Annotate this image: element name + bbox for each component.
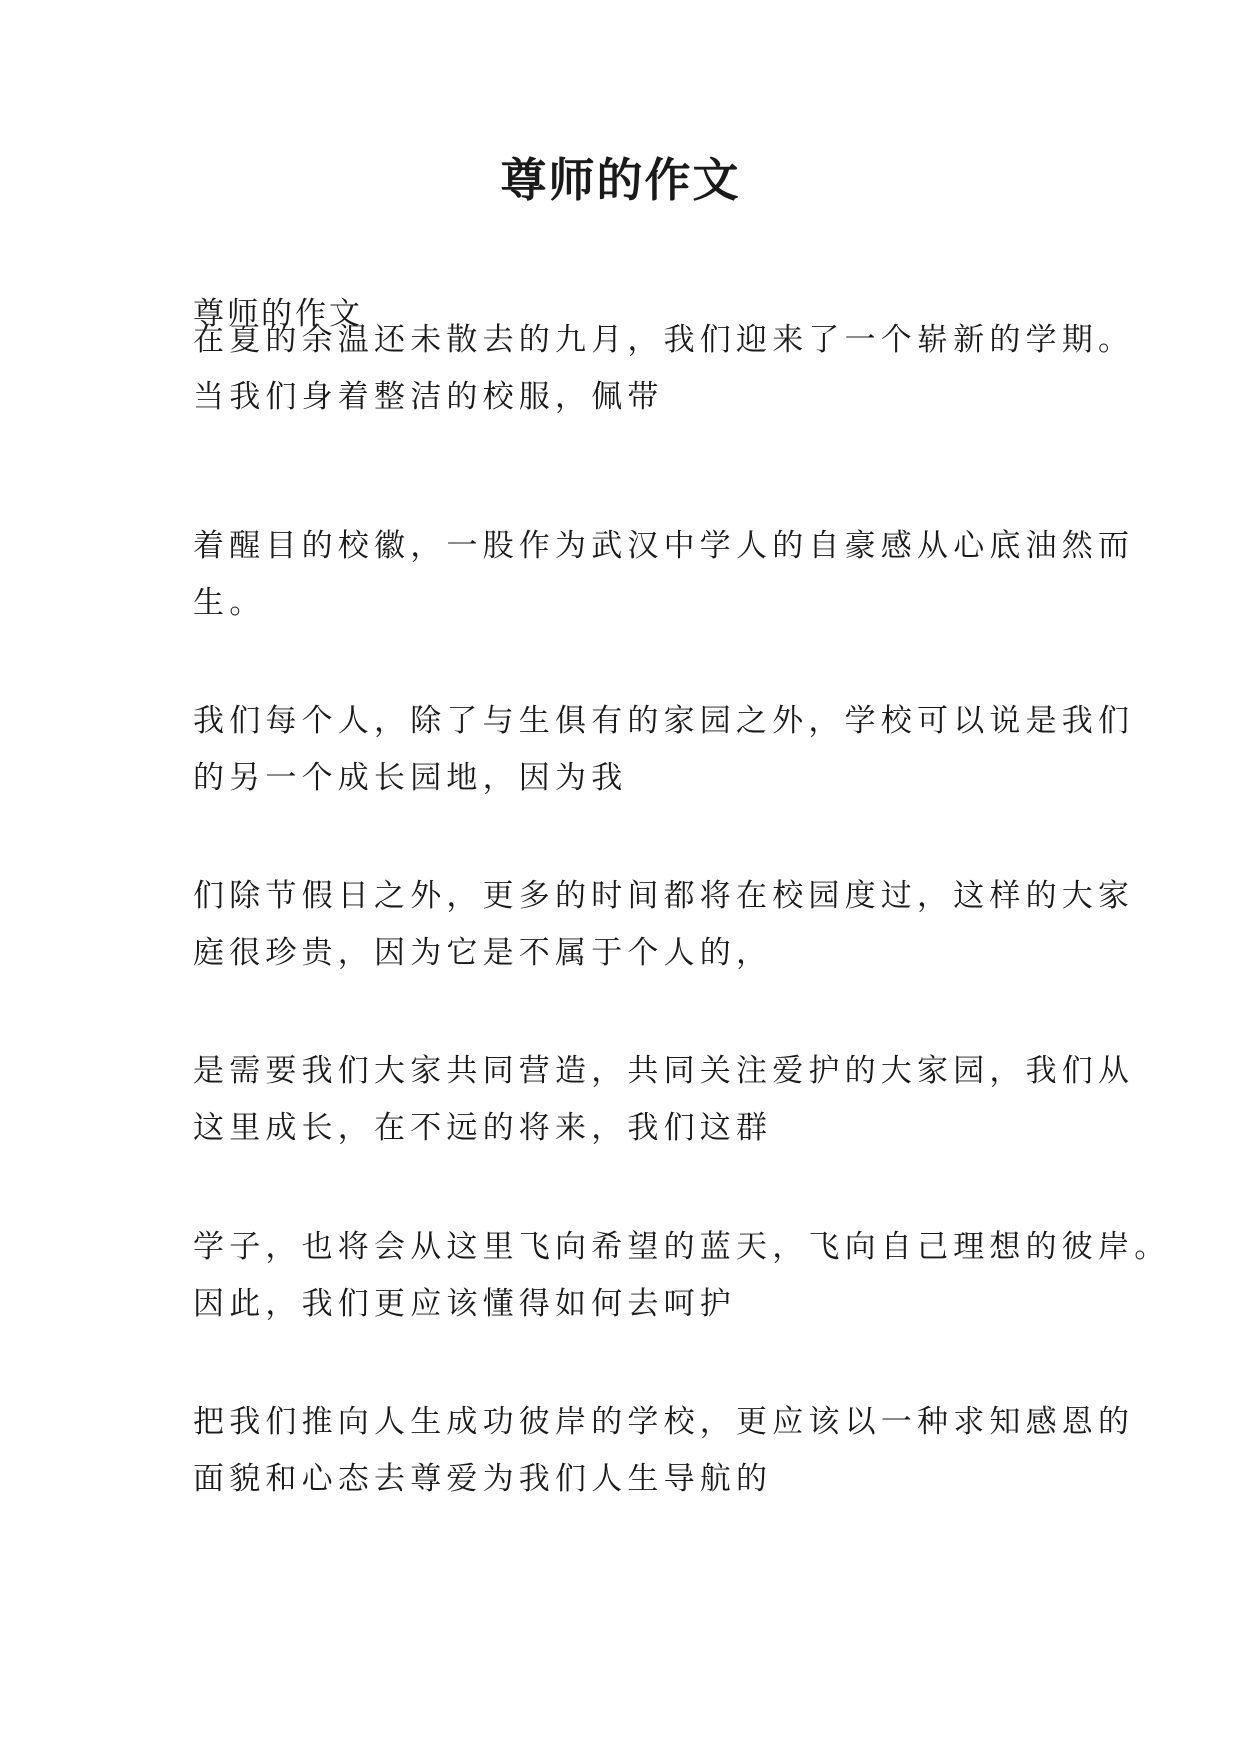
paragraph-6 — [193, 1219, 1171, 1333]
document-title: 尊师的作文 — [500, 153, 741, 207]
paragraph-line: 因此，我们更应该懂得如何去呵护 — [193, 1286, 736, 1322]
paragraph-line: 们除节假日之外，更多的时间都将在校园度过，这样的大家 — [193, 878, 1135, 914]
paragraph-line: 当我们身着整洁的校服，佩带 — [193, 379, 664, 415]
paragraph-2 — [193, 518, 1135, 632]
paragraph-1 — [193, 312, 1135, 426]
paragraph-4 — [193, 868, 1135, 982]
paragraph-3 — [193, 693, 1135, 807]
paragraph-line: 生。 — [193, 585, 266, 621]
paragraph-line: 这里成长，在不远的将来，我们这群 — [193, 1110, 773, 1146]
paragraph-line: 把我们推向人生成功彼岸的学校，更应该以一种求知感恩的 — [193, 1404, 1135, 1440]
paragraph-line: 的另一个成长园地，因为我 — [193, 760, 628, 796]
paragraph-7 — [193, 1394, 1135, 1508]
document-subtitle: 尊师的作文 — [193, 296, 363, 332]
paragraph-line: 是需要我们大家共同营造，共同关注爱护的大家园，我们从 — [193, 1053, 1135, 1089]
paragraph-line: 在夏的余温还未散去的九月，我们迎来了一个崭新的学期。 — [193, 322, 1135, 358]
paragraph-line: 学子，也将会从这里飞向希望的蓝天，飞向自己理想的彼岸。 — [193, 1229, 1171, 1265]
paragraph-line: 面貌和心态去尊爱为我们人生导航的 — [193, 1461, 773, 1497]
paragraph-5 — [193, 1043, 1135, 1157]
paragraph-line: 庭很珍贵，因为它是不属于个人的， — [193, 935, 773, 971]
paragraph-line: 我们每个人，除了与生俱有的家园之外，学校可以说是我们 — [193, 703, 1135, 739]
paragraph-line: 着醒目的校徽，一股作为武汉中学人的自豪感从心底油然而 — [193, 528, 1135, 564]
